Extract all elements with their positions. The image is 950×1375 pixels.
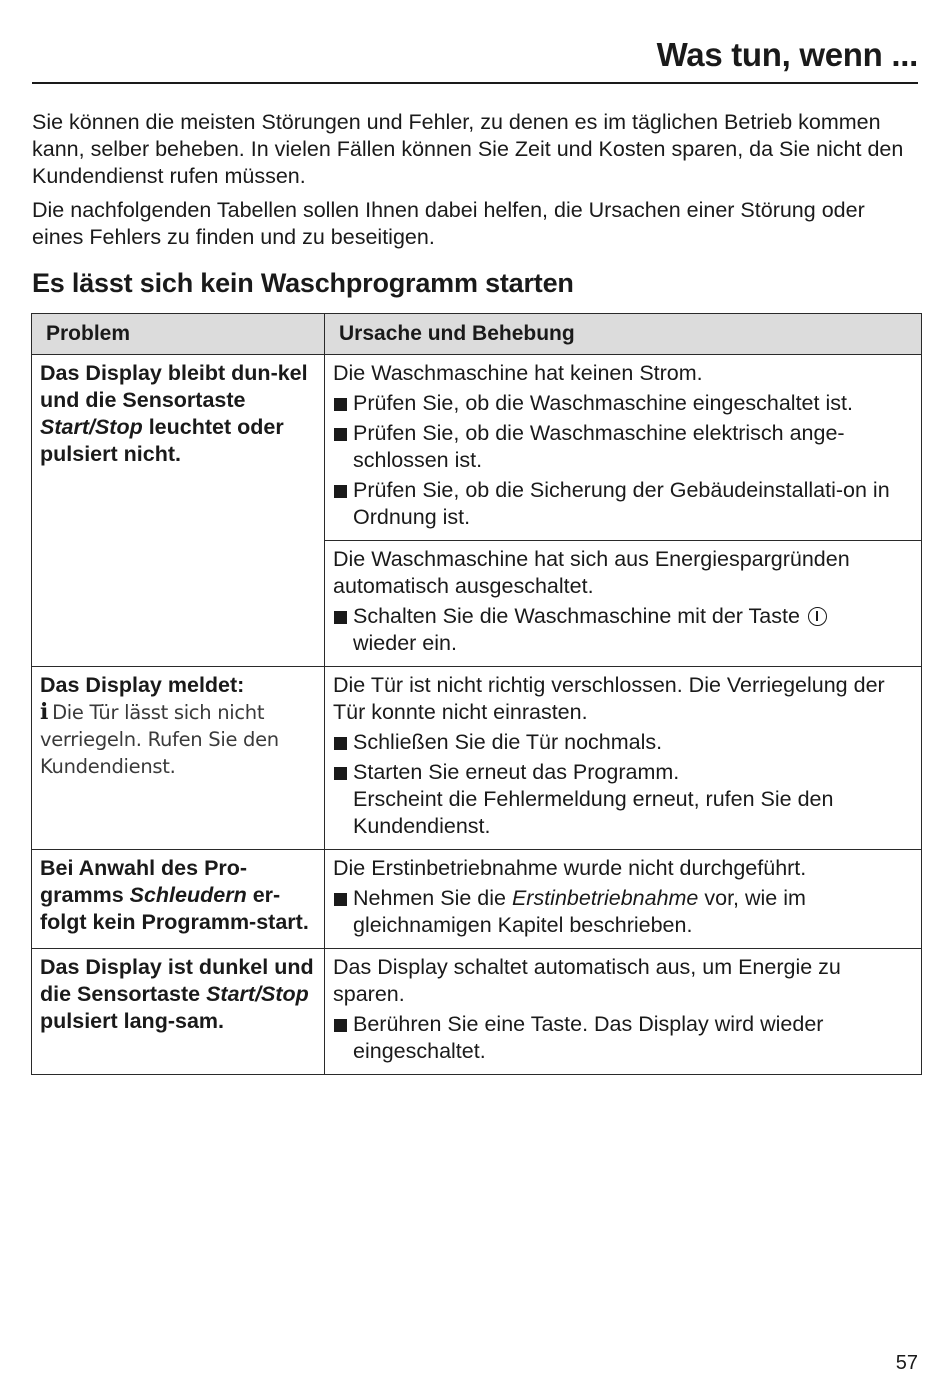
problem-text: er-folgt kein Programm-start. (40, 883, 309, 934)
column-header-problem: Problem (32, 314, 325, 355)
header-divider (32, 82, 918, 84)
remedy-item (333, 885, 913, 939)
problem-text: Bei Anwahl des Pro-gramms (40, 856, 248, 907)
problem-text: Das Display meldet: (40, 673, 245, 697)
remedy-list (333, 603, 913, 657)
table-row (32, 949, 922, 1075)
remedy-list (333, 1011, 913, 1065)
cause-cell (325, 667, 922, 850)
remedy-note: Erscheint die Fehlermeldung erneut, rufen Sie den Kundendienst. (353, 787, 834, 838)
problem-key-label: Start/Stop (40, 415, 143, 439)
remedy-item: Prüfen Sie, ob die Sicherung der Gebäudeinstallati-on in Ordnung ist. (333, 477, 913, 531)
remedy-item: Berühren Sie eine Taste. Das Display wird wieder eingeschaltet. (333, 1011, 913, 1065)
cause-cell (325, 949, 922, 1075)
power-button-icon (808, 607, 827, 626)
display-message-text: Die Tür lässt sich nicht verriegeln. Rufen Sie den Kundendienst. (40, 701, 279, 778)
problem-text: leuchtet oder pulsiert nicht. (40, 415, 284, 466)
display-message (40, 699, 316, 780)
cause-text: Die Waschmaschine hat keinen Strom. (333, 361, 703, 385)
problem-text: Das Display ist dunkel und die Sensortaste (40, 955, 314, 1006)
cause-cell (325, 541, 922, 667)
problem-program-label: Schleudern (129, 883, 247, 907)
cause-text: Die Tür ist nicht richtig verschlossen. Die Verriegelung der Tür konnte nicht einrasten. (333, 673, 885, 724)
remedy-text: wieder ein. (353, 631, 457, 655)
table-row (32, 355, 922, 541)
remedy-list (333, 729, 913, 840)
remedy-item (333, 759, 913, 840)
table-header-row (32, 314, 922, 355)
cause-cell (325, 355, 922, 541)
remedy-item (333, 603, 913, 657)
remedy-text: Schalten Sie die Waschmaschine mit der Taste (353, 604, 800, 628)
section-title: Es lässt sich kein Waschprogramm starten (32, 268, 574, 298)
remedy-text: Starten Sie erneut das Programm. (353, 760, 680, 784)
info-icon: i (40, 699, 49, 725)
problem-cell (32, 850, 325, 949)
remedy-list (333, 390, 913, 531)
column-header-cause: Ursache und Behebung (325, 314, 922, 355)
problem-cell (32, 949, 325, 1075)
remedy-text: vor, wie im gleichnamigen Kapitel beschrieben. (353, 886, 806, 937)
problem-cell (32, 667, 325, 850)
remedy-list (333, 885, 913, 939)
intro-paragraph-2: Die nachfolgenden Tabellen sollen Ihnen dabei helfen, die Ursachen einer Störung oder eines Fehlers zu finden und zu beseitigen. (32, 198, 865, 249)
problem-text: pulsiert lang-sam. (40, 1009, 224, 1033)
cause-text: Die Erstinbetriebnahme wurde nicht durchgeführt. (333, 856, 807, 880)
table-row (32, 850, 922, 949)
cause-text: Die Waschmaschine hat sich aus Energiespargründen automatisch ausgeschaltet. (333, 547, 850, 598)
chapter-reference: Erstinbetriebnahme (511, 886, 699, 910)
remedy-text: Nehmen Sie die (353, 886, 512, 910)
table-row (32, 667, 922, 850)
problem-cell (32, 355, 325, 667)
remedy-item: Prüfen Sie, ob die Waschmaschine eingeschaltet ist. (333, 390, 913, 417)
problem-key-label: Start/Stop (206, 982, 309, 1006)
page-header-title: Was tun, wenn ... (656, 36, 918, 73)
intro-paragraph-1: Sie können die meisten Störungen und Fehler, zu denen es im täglichen Betrieb kommen kann, selber beheben. In vielen Fällen können Sie Zeit und Kosten sparen, da Sie nicht den Kundendienst rufen müssen. (32, 110, 904, 188)
page-number: 57 (895, 1352, 918, 1374)
cause-text: Das Display schaltet automatisch aus, um Energie zu sparen. (333, 955, 841, 1006)
remedy-item: Prüfen Sie, ob die Waschmaschine elektrisch ange-schlossen ist. (333, 420, 913, 474)
troubleshooting-table (31, 313, 922, 1075)
cause-cell (325, 850, 922, 949)
remedy-item: Schließen Sie die Tür nochmals. (333, 729, 913, 756)
problem-text: Das Display bleibt dun-kel und die Sensortaste (40, 361, 308, 412)
